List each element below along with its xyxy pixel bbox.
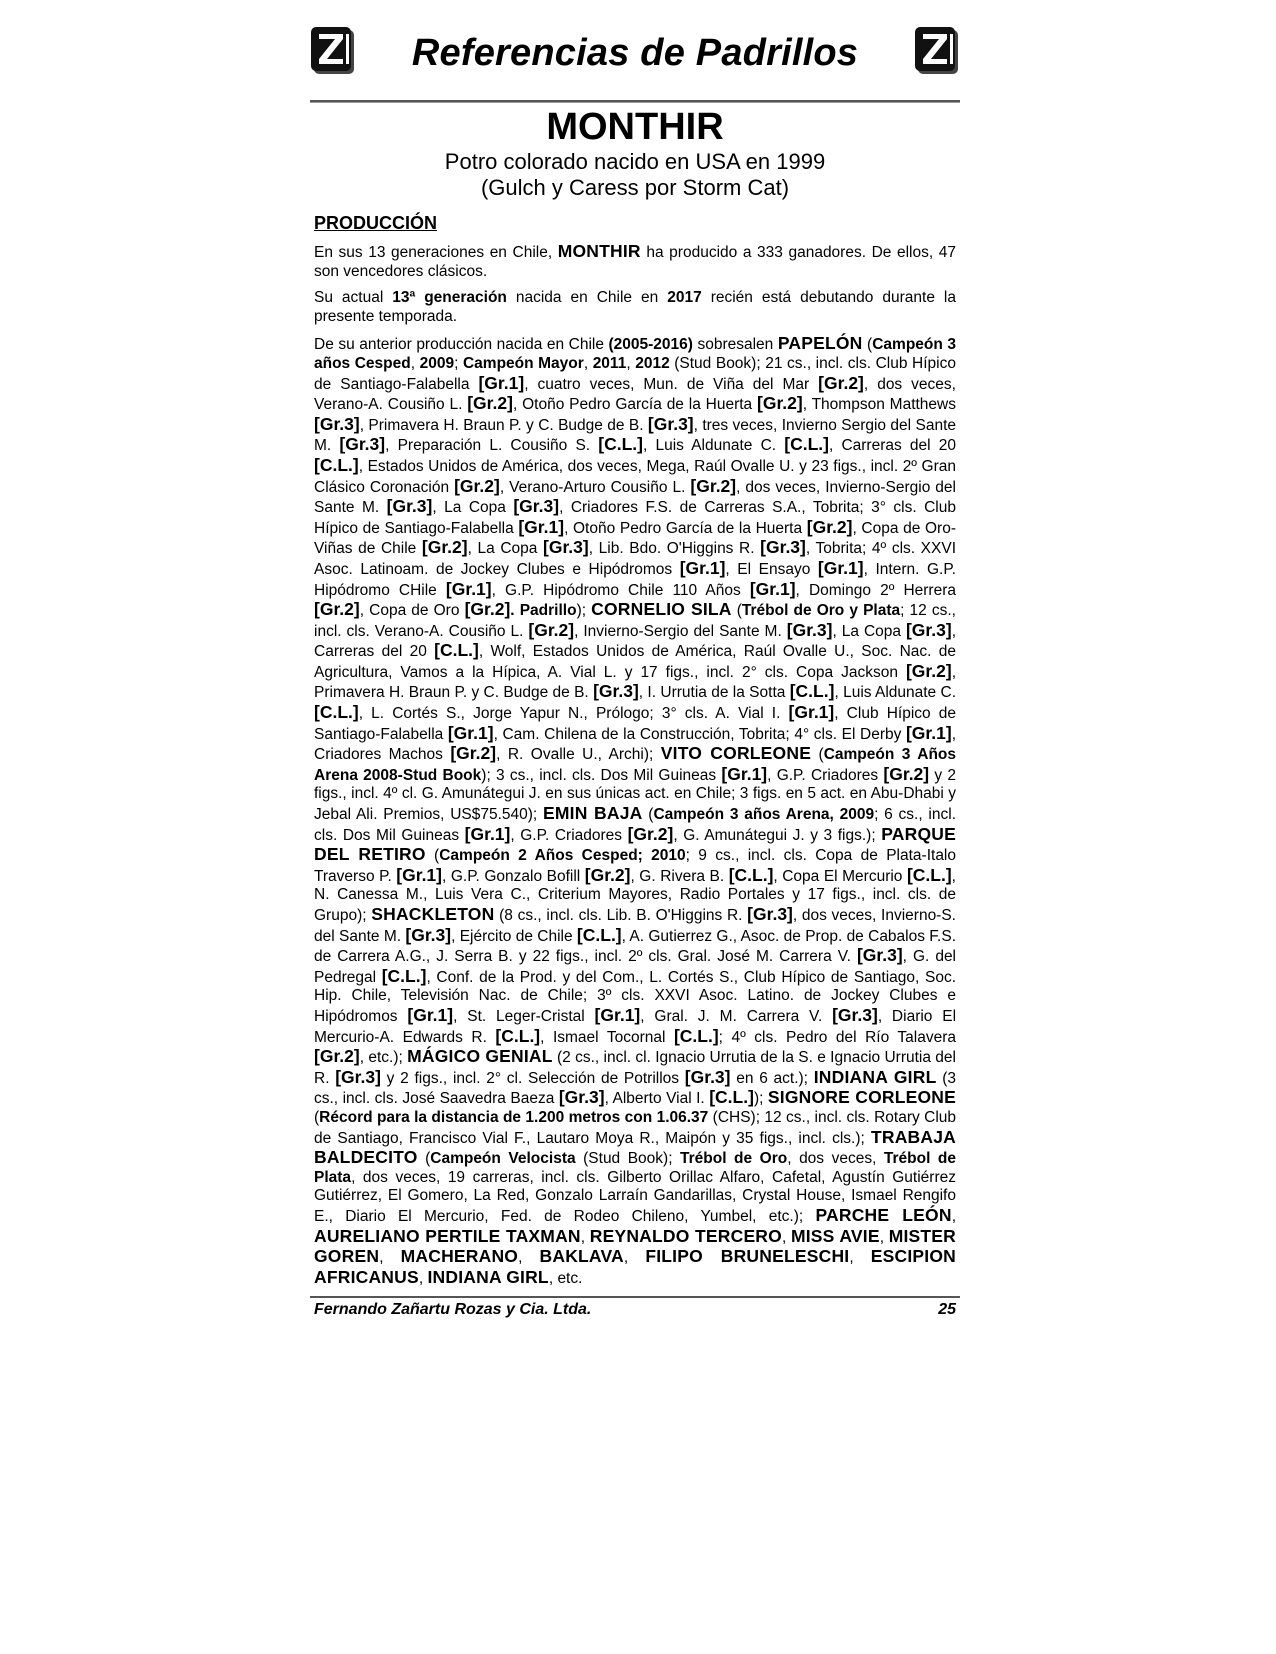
text-run: , [583,354,593,372]
text-run: , Criadores Machos [314,725,956,764]
text-run: , Carreras del 20 [314,622,956,661]
race-grade: [Gr.1] [594,1004,641,1025]
text-run: ; 4º cls. Pedro del Río Talavera [718,1028,957,1046]
text-run: , Intern. G.P. Hipódromo CHile [314,560,956,599]
text-run: , Copa de Oro [359,602,465,620]
text-run: , Estados Unidos de América, dos veces, Mega, Raúl Ovalle U. y 23 figs., incl. 2º Gran Clásico Coronación [314,457,956,496]
text-run: , etc.); [359,1049,408,1067]
race-grade: [Gr.2] [314,599,360,620]
text-run: nacida en Chile en [506,289,668,307]
text-run: Campeón Velocista [430,1150,576,1168]
race-grade: [Gr.2] [627,823,674,844]
race-grade: [C.L.] [576,924,622,945]
page-header [310,22,960,82]
race-grade: [C.L.] [495,1025,541,1046]
race-grade: [Gr.2] [690,475,737,496]
text-run: ( [642,806,654,824]
text-run: , Lib. Bdo. O'Higgins R. [588,540,761,558]
text-run: , [518,1249,540,1267]
horse-name: PARQUE DEL RETIRO [314,823,956,865]
document-page [310,22,960,1322]
text-run: ; 12 cs., incl. cls. Verano-A. Cousiño L. [314,602,956,640]
text-run: , Luis Aldunate C. [643,437,785,455]
race-grade: [Gr.3] [593,681,639,702]
text-run: , Primavera H. Braun P. y C. Budge de B. [314,663,956,702]
race-grade: [C.L.] [434,640,479,661]
race-grade: [Gr.3] [684,1066,731,1087]
text-run: , [418,1269,428,1287]
text-run: , dos veces, Verano-A. Cousiño L. [314,375,956,414]
race-grade: [Gr.2] [584,864,631,885]
text-run: , [580,1228,590,1246]
stallion-name: MONTHIR [546,106,724,148]
text-run: , Carreras del 20 [828,437,956,455]
stallion-description: Potro colorado nacido en USA en 1999 [444,149,826,174]
race-grade: [Gr.1] [905,722,952,743]
page-number: 25 [938,1301,956,1319]
text-run: , [879,1228,889,1246]
horse-name: REYNALDO TERCERO [589,1225,782,1246]
horse-name: PARCHE LEÓN [815,1204,952,1225]
text-run: ha producido a 333 ganadores. De ellos, 47 son vencedores clásicos. [314,244,956,280]
race-grade: [Gr.3] [786,619,833,640]
text-run: (Stud Book); [575,1150,681,1168]
race-grade: [Gr.1] [445,578,492,599]
race-grade: [Gr.3] [832,1004,878,1025]
race-grade: [C.L.] [789,681,835,702]
race-grade: [Gr.1] [721,763,768,784]
text-run: Trébol de Oro [680,1150,788,1168]
race-grade: [C.L.] [709,1087,754,1108]
text-run: , G.P. Criadores [510,826,628,844]
page-header-title: Referencias de Padrillos [411,32,859,74]
text-run: , G. Amunátegui J. y 3 figs.); [673,826,882,844]
text-run: , G.P. Gonzalo Bofill [442,867,585,885]
text-run: ; 6 cs., incl. cls. Dos Mil Guineas [314,806,957,844]
race-grade: [Gr.3] [335,1066,381,1087]
text-run: 2011 [592,354,627,372]
race-grade: [Gr.3] [386,496,433,517]
text-run: , G.P. Criadores [767,766,884,784]
text-run: ; 9 cs., incl. cls. Copa de Plata-Italo Traverso P. [314,847,956,885]
race-grade: [Gr.2] [464,599,511,620]
race-grade: [Gr.3] [760,537,806,558]
text-run: ( [862,336,873,354]
text-run: Campeón 3 años Cesped [314,336,956,372]
text-run: , Ismael Tocornal [540,1028,674,1046]
race-grade: [Gr.2] [467,393,513,414]
text-run: ( [731,602,742,620]
text-run: , L. Cortés S., Jorge Yapur N., Prólogo; 3° cls. A. Vial I. [358,705,789,723]
text-run: , G.P. Hipódromo Chile 110 Años [491,581,750,599]
race-grade: [Gr.3] [647,413,694,434]
text-run: recién está debutando durante la presente temporada. [314,289,956,325]
text-run: (CHS); 12 cs., incl. cls. Rotary Club de Santiago, Francisco Vial F., Lautaro Moya R., Maipón y 35 figs., incl. cls.); [314,1108,956,1147]
horse-name: INDIANA GIRL [427,1266,549,1287]
text-run: , Diario El Mercurio-A. Edwards R. [314,1007,957,1046]
race-grade: [C.L.] [314,702,359,723]
horse-name: MÁGICO GENIAL [407,1046,553,1067]
text-run: . Padrillo [510,602,577,620]
text-run: , Alberto Vial I. [604,1090,710,1108]
horse-name: SHACKLETON [371,904,495,924]
text-run: 2017 [667,289,702,307]
text-run: , Thompson Matthews [802,396,956,414]
text-run: , Conf. de la Prod. y del Com., L. Cortés S., Club Hípico de Santiago, Soc. Hip. Chile, Televisión Nac. de Chile; 3º cls. XXVI Asoc. Latino. de Jockey Clubes e Hipódromos [314,968,956,1025]
horse-name: TRABAJA BALDECITO [314,1126,956,1168]
fzr-logo-icon [914,26,960,76]
horse-name: ESCIPION AFRICANUS [314,1246,957,1287]
text-run: , [623,1249,646,1267]
text-run: en 6 act.); [730,1069,814,1087]
text-run: , Luis Aldunate C. [834,684,957,702]
race-grade: [Gr.2] [806,516,853,537]
text-run: , tres veces, Invierno Sergio del Sante M. [314,416,956,455]
race-grade: [Gr.3] [747,904,793,924]
text-run: , etc. [548,1269,583,1287]
race-grade: [C.L.] [381,965,427,986]
race-grade: [Gr.1] [679,557,726,578]
race-grade: [Gr.2] [883,763,930,784]
horse-name: FILIPO BRUNELESCHI [645,1246,850,1267]
race-grade: [C.L.] [598,434,643,455]
text-run: , Cam. Chilena de la Construcción, Tobrita; 4° cls. El Derby [493,725,906,743]
race-grade: [Gr.1] [396,864,442,885]
text-run: , dos veces, 19 carreras, incl. cls. Gilberto Orillac Alfaro, Cafetal, Agustín Gutiérrez Gutiérrez, El Gomero, La Red, Gonzalo Larraín Gandarillas, Crystal House, Ismael Rengifo E., Diario El Mercurio, Fed. de Rodeo Chileno, Yumbel, etc.); [314,1168,956,1225]
text-run: , [951,1207,956,1225]
race-grade: [Gr.1] [447,722,494,743]
text-run: (3 cs., incl. cls. José Saavedra Baeza [314,1069,956,1108]
horse-name: EMIN BAJA [542,803,643,824]
text-run: ( [417,1150,431,1168]
text-run: , Primavera H. Braun P. y C. Budge de B. [359,416,648,434]
text-run: , Wolf, Estados Unidos de América, Raúl Ovalle U., Soc. Nac. de Agricultura, Vamos a la Hípica, A. Vial L. y 17 figs., incl. 2° cls. Copa Jackson [314,643,956,681]
text-run: , dos veces, Invierno-S. del Sante M. [314,907,956,945]
race-grade: [Gr.3] [905,619,952,640]
race-grade: [Gr.3] [513,496,560,517]
text-run: Récord para la distancia de 1.200 metros con 1.06.37 [319,1108,709,1126]
text-run: Trébol de Plata [314,1150,957,1186]
text-run: , La Copa [467,540,544,558]
race-grade: [Gr.1] [749,578,796,599]
horse-name: MISS AVIE [790,1225,880,1246]
race-grade: [Gr.2] [314,1046,360,1067]
header-divider [310,100,960,103]
race-grade: [Gr.3] [339,434,386,455]
paragraph-current-generation [314,289,956,326]
horse-name: MISTER GOREN [314,1225,956,1267]
text-run: , N. Canessa M., Luis Vera C., Criterium Mayores, Radio Portales y 17 figs., incl. cls. de Grupo); [314,867,956,924]
text-run: , La Copa [432,499,514,517]
text-run: , [410,354,420,372]
text-run: Campeón Mayor [462,354,584,372]
text-run: Campeón 2 Años Cesped; 2010 [439,847,686,865]
text-run: De su anterior producción nacida en Chile [314,336,609,354]
text-run: ( [811,746,824,764]
text-run: Campeón 3 años Arena, 2009 [653,806,875,824]
text-run: ; [454,354,463,372]
text-run: 13ª generación [392,289,507,307]
race-grade: [Gr.2] [450,743,497,764]
text-run: (2 cs., incl. cl. Ignacio Urrutia de la S. e Ignacio Urrutia del R. [314,1049,956,1087]
horse-name: CORNELIO SILA [591,599,732,620]
text-run: y 2 figs., incl. 2° cl. Selección de Potrillos [380,1069,685,1087]
race-grade: [Gr.3] [543,537,589,558]
text-run: ( [314,1108,320,1126]
text-run: , dos veces, [787,1150,884,1168]
horse-name: SIGNORE CORLEONE [767,1087,957,1108]
horse-name: INDIANA GIRL [813,1066,937,1087]
race-grade: [Gr.1] [478,372,525,393]
horse-name: PAPELÓN [777,333,863,354]
race-grade: [Gr.2] [757,393,803,414]
race-grade: [C.L.] [673,1025,719,1046]
text-run: (2005-2016) [608,336,693,354]
text-run: 2009 [419,354,455,372]
race-grade: [C.L.] [784,434,829,455]
race-grade: [Gr.2] [528,619,575,640]
text-run: sobresalen [692,336,778,354]
horse-name: MONTHIR [557,241,641,261]
text-run: (8 cs., incl. cls. Lib. B. O'Higgins R. [494,907,748,924]
paragraph-summary [314,242,956,281]
race-grade: [C.L.] [906,864,952,885]
text-run: , Club Hípico de Santiago-Falabella [314,705,956,743]
section-title: PRODUCCIÓN [314,213,438,233]
horse-name: MACHERANO [400,1246,519,1267]
paragraph-production-detail [314,334,956,1288]
text-run: , Otoño Pedro García de la Huerta [564,519,807,537]
race-grade: [Gr.1] [464,823,511,844]
text-run: , A. Gutierrez G., Asoc. de Prop. de Cabalos F.S. de Carrera A.G., J. Serra B. y 22 figs., incl. 2º cls. Gral. José M. Carrera V. [314,927,957,966]
text-run: ); [576,602,592,620]
text-run: ); [753,1090,768,1108]
text-run: , Domingo 2º Herrera [795,581,956,599]
race-grade: [C.L.] [728,864,774,885]
text-run: , Preparación L. Cousiño S. [385,437,599,455]
text-run: , El Ensayo [725,560,818,578]
race-grade: [Gr.1] [407,1004,454,1025]
text-run: , Copa de Oro-Viñas de Chile [314,519,956,558]
text-run: , [379,1249,401,1267]
text-run: En sus 13 generaciones en Chile, [314,244,558,261]
race-grade: [Gr.3] [856,945,903,966]
race-grade: [C.L.] [314,454,359,475]
race-grade: [Gr.2] [818,372,864,393]
race-grade: [Gr.2] [421,537,468,558]
race-grade: [Gr.2] [905,660,952,681]
race-grade: [Gr.1] [518,516,565,537]
stallion-pedigree: (Gulch y Caress por Storm Cat) [480,175,790,200]
text-run: , St. Leger-Cristal [453,1007,595,1025]
text-run: , Verano-Arturo Cousiño L. [499,478,691,496]
race-grade: [Gr.2] [454,475,500,496]
text-run: , [626,354,636,372]
text-run: , Invierno-Sergio del Sante M. [574,622,787,640]
race-grade: [Gr.1] [788,702,835,723]
race-grade: [Gr.3] [314,413,360,434]
text-run: Su actual [314,289,393,307]
text-run: , cuatro veces, Mun. de Viña del Mar [524,375,819,393]
footer-divider [310,1296,960,1298]
page-footer [310,1300,960,1322]
race-grade: [Gr.3] [558,1087,605,1108]
race-grade: [Gr.3] [405,924,452,945]
text-run: , Criadores F.S. de Carreras S.A., Tobrita; 3° cls. Club Hípico de Santiago-Falabella [314,499,956,537]
horse-name: BAKLAVA [539,1246,624,1267]
text-run: , La Copa [832,622,906,640]
text-run: 2012 [635,354,670,372]
text-run: Campeón 3 Años Arena 2008-Stud Book [314,746,956,784]
horse-name: AURELIANO PERTILE TAXMAN [314,1225,581,1246]
race-grade: [Gr.1] [817,557,864,578]
text-run: , G. Rivera B. [630,867,729,885]
text-run: , [781,1228,791,1246]
footer-company: Fernando Zañartu Rozas y Cia. Ltda. [314,1301,592,1319]
text-run: Trébol de Oro y Plata [741,602,901,620]
horse-name: VITO CORLEONE [660,743,812,764]
text-run: , R. Ovalle U., Archi); [496,746,661,764]
text-run: y 2 figs., incl. 4º cl. G. Amunátegui J. en sus únicas act. en Chile; 3 figs. en 5 act. en Abu-Dhabi y Jebal Ali. Premios, US$75.540); [314,766,956,824]
text-run: ); 3 cs., incl. cls. Dos Mil Guineas [481,766,722,784]
text-run: , I. Urrutia de la Sotta [638,684,790,702]
text-run: , [849,1249,871,1267]
text-run: , Otoño Pedro García de la Huerta [512,396,758,414]
text-run: ( [425,847,440,865]
text-run: , Gral. J. M. Carrera V. [640,1007,833,1025]
text-run: , Tobrita; 4º cls. XXVI Asoc. Latinoam. de Jockey Clubes e Hipódromos [314,540,956,578]
text-run: , G. del Pedregal [314,948,957,986]
text-run: , dos veces, Invierno-Sergio del Sante M. [314,478,956,517]
text-run: , Ejército de Chile [451,927,577,945]
text-run: , Copa El Mercurio [773,867,907,885]
text-run: (Stud Book); 21 cs., incl. cls. Club Hípico de Santiago-Falabella [314,354,956,393]
